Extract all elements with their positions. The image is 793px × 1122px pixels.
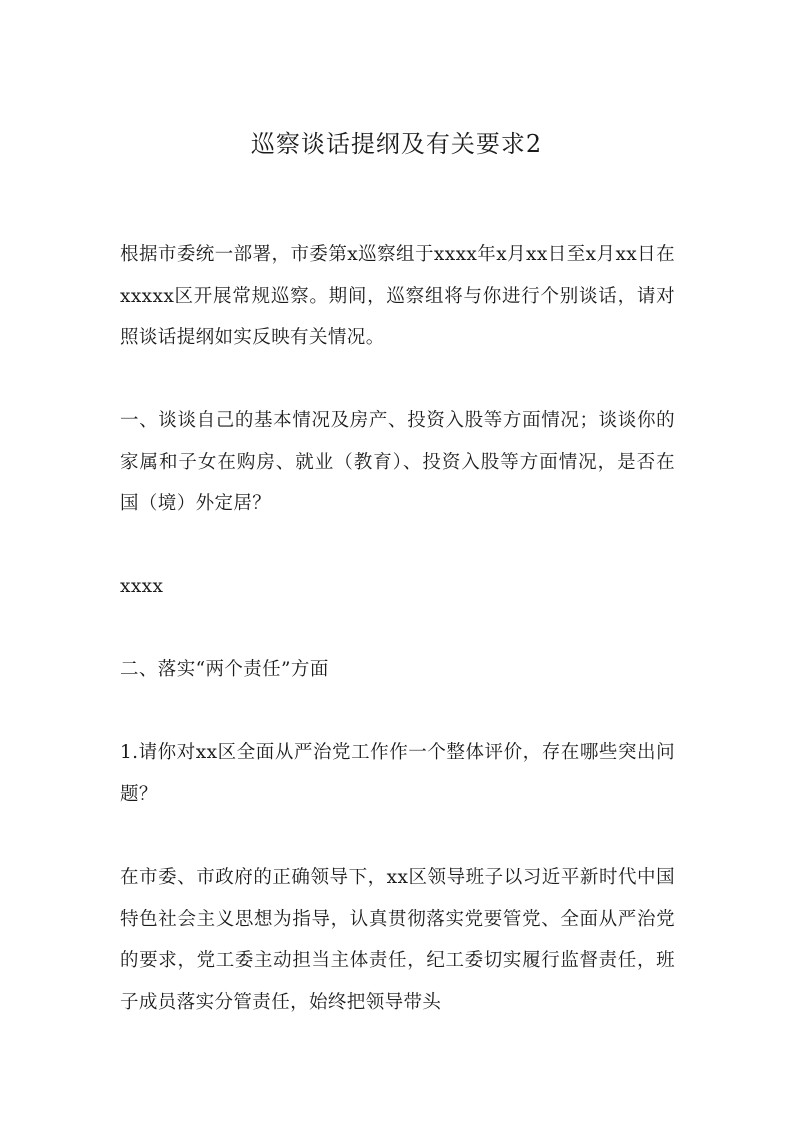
section-two-heading: 二、落实“两个责任”方面	[120, 659, 329, 680]
section-one-paragraph: 一、谈谈自己的基本情况及房产、投资入股等方面情况；谈谈你的家属和子女在购房、就业（教育）、投资入股等方面情况，是否在国（境）外定居？	[120, 410, 675, 514]
answer-paragraph: 在市委、市政府的正确领导下，xx区领导班子以习近平新时代中国特色社会主义思想为指导，认真贯彻落实党要管党、全面从严治党的要求，党工委主动担当主体责任，纪工委切实履行监督责任，班子成员落实分管责任，始终把领导带头	[120, 867, 675, 1013]
document-title: 巡察谈话提纲及有关要求2	[250, 130, 543, 158]
intro-paragraph: 根据市委统一部署，市委第x巡察组于xxxx年x月xx日至x月xx日在xxxxx区开展常规巡察。期间，巡察组将与你进行个别谈话，请对照谈话提纲如实反映有关情况。	[120, 244, 675, 348]
question-one-paragraph: 1.请你对xx区全面从严治党工作作一个整体评价，存在哪些突出问题？	[120, 742, 675, 805]
placeholder-paragraph: xxxx	[120, 576, 164, 597]
